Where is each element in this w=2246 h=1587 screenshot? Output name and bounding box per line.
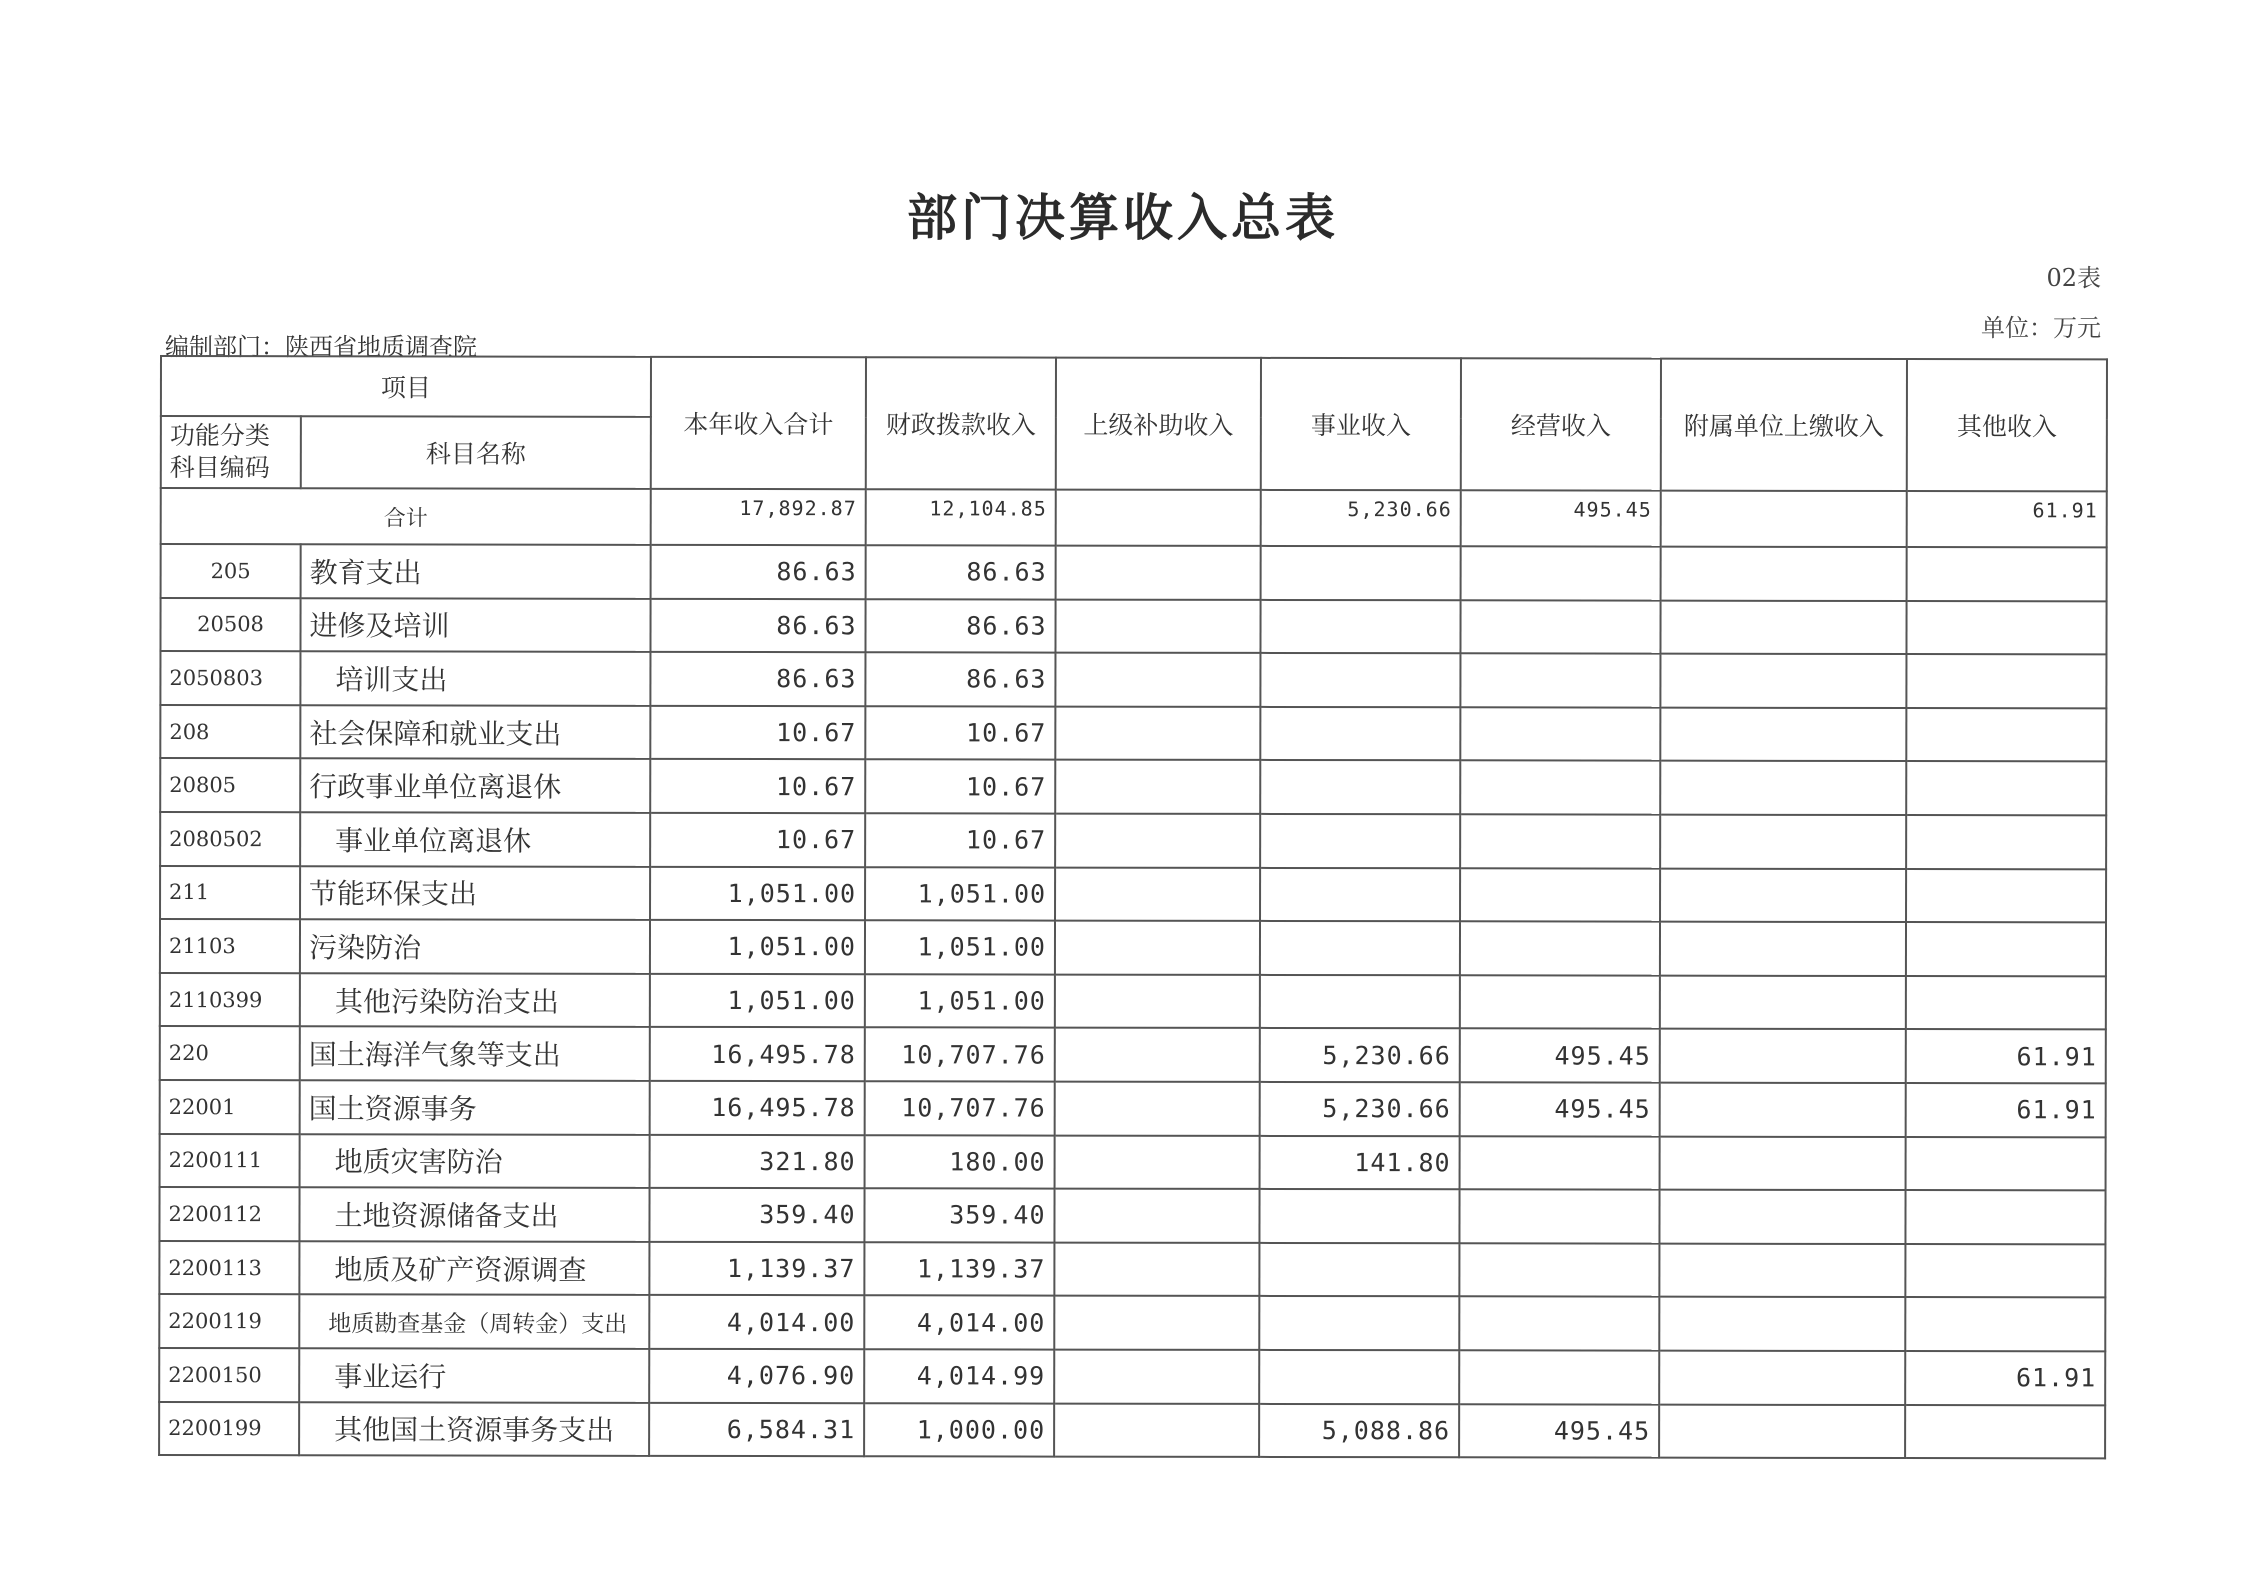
row-value: 10.67 — [650, 759, 865, 813]
row-code: 2200112 — [159, 1187, 299, 1241]
row-value — [1261, 546, 1461, 600]
row-value — [1660, 922, 1906, 976]
row-value — [1460, 600, 1660, 654]
row-name: 事业单位离退休 — [300, 812, 650, 866]
header-col-affiliated: 附属单位上缴收入 — [1661, 359, 1907, 491]
row-value — [1905, 1405, 2105, 1459]
row-code: 220 — [160, 1026, 300, 1080]
row-value: 495.45 — [1460, 1082, 1660, 1136]
row-value — [1055, 1135, 1260, 1189]
table-row — [159, 1402, 2105, 1459]
row-value — [1259, 1189, 1459, 1243]
row-value — [1054, 1296, 1259, 1350]
row-value — [1907, 547, 2107, 601]
table-row — [160, 973, 2106, 1030]
row-value — [1459, 1297, 1659, 1351]
row-value — [1055, 867, 1260, 921]
header-col-total: 本年收入合计 — [651, 357, 866, 489]
total-cell: 17,892.87 — [651, 489, 866, 545]
row-name: 污染防治 — [300, 919, 650, 973]
row-value: 86.63 — [865, 652, 1055, 706]
row-code: 22001 — [160, 1080, 300, 1134]
row-value — [1459, 1189, 1659, 1243]
row-value: 5,230.66 — [1260, 1082, 1460, 1136]
total-row — [161, 488, 2107, 547]
row-value — [1660, 868, 1906, 922]
row-name: 教育支出 — [301, 544, 651, 598]
row-value: 10.67 — [650, 813, 865, 867]
row-value — [1259, 1296, 1459, 1350]
row-value: 86.63 — [650, 652, 865, 706]
row-value — [1260, 760, 1460, 814]
department-label: 编制部门：陕西省地质调查院 — [165, 333, 477, 361]
row-value: 4,014.99 — [864, 1349, 1054, 1403]
row-value: 10,707.76 — [865, 1081, 1055, 1135]
row-value — [1260, 921, 1460, 975]
row-code: 2200199 — [159, 1402, 299, 1456]
row-value: 180.00 — [865, 1135, 1055, 1189]
row-value: 1,051.00 — [650, 866, 865, 920]
row-value — [1660, 654, 1906, 708]
row-value — [1660, 1136, 1906, 1190]
row-value — [1259, 1243, 1459, 1297]
row-value — [1906, 601, 2106, 655]
row-value — [1661, 547, 1907, 601]
row-value — [1659, 1297, 1905, 1351]
table-row — [159, 1294, 2105, 1351]
row-value — [1906, 654, 2106, 708]
row-value — [1660, 1029, 1906, 1083]
header-item: 项目 — [161, 356, 651, 417]
row-name: 国土海洋气象等支出 — [300, 1027, 650, 1081]
row-value — [1906, 922, 2106, 976]
row-value: 495.45 — [1460, 1029, 1660, 1083]
row-value: 10.67 — [865, 706, 1055, 760]
row-value — [1460, 975, 1660, 1029]
row-value: 495.45 — [1459, 1404, 1659, 1458]
row-value — [1660, 975, 1906, 1029]
row-value — [1054, 1349, 1259, 1403]
row-value — [1459, 1243, 1659, 1297]
row-value: 359.40 — [864, 1188, 1054, 1242]
row-value: 5,230.66 — [1260, 1028, 1460, 1082]
row-code: 211 — [160, 866, 300, 920]
row-value — [1055, 974, 1260, 1028]
row-value — [1660, 707, 1906, 761]
row-value: 10,707.76 — [865, 1028, 1055, 1082]
total-cell: 61.91 — [1907, 491, 2107, 547]
row-value: 1,051.00 — [865, 974, 1055, 1028]
row-code: 208 — [160, 705, 300, 759]
header-col-superior-subsidy: 上级补助收入 — [1056, 358, 1261, 490]
row-value — [1659, 1243, 1905, 1297]
row-value — [1906, 815, 2106, 869]
row-value — [1054, 1242, 1259, 1296]
income-summary-table — [158, 355, 2108, 1459]
table-row — [160, 1080, 2106, 1137]
row-value — [1260, 814, 1460, 868]
row-value — [1260, 975, 1460, 1029]
row-value — [1660, 1083, 1906, 1137]
row-value — [1660, 600, 1906, 654]
table-row — [160, 812, 2106, 869]
row-value — [1055, 814, 1260, 868]
row-value: 4,076.90 — [649, 1349, 864, 1403]
row-code: 2200119 — [159, 1294, 299, 1348]
row-value — [1460, 707, 1660, 761]
report-title: 部门决算收入总表 — [907, 188, 1339, 247]
header-col-operating: 经营收入 — [1461, 358, 1661, 490]
row-value: 86.63 — [650, 598, 865, 652]
row-value — [1055, 760, 1260, 814]
row-value — [1659, 1404, 1905, 1458]
table-row — [160, 1134, 2106, 1191]
row-name: 行政事业单位离退休 — [300, 759, 650, 813]
row-code: 2200111 — [160, 1134, 300, 1188]
row-value: 10.67 — [650, 706, 865, 760]
row-value — [1260, 707, 1460, 761]
row-value — [1660, 761, 1906, 815]
row-name: 土地资源储备支出 — [299, 1187, 649, 1241]
row-value: 4,014.00 — [649, 1295, 864, 1349]
row-value: 1,051.00 — [865, 920, 1055, 974]
row-value: 1,139.37 — [649, 1242, 864, 1296]
row-name: 国土资源事务 — [300, 1080, 650, 1134]
row-name: 节能环保支出 — [300, 866, 650, 920]
row-value: 61.91 — [1906, 1029, 2106, 1083]
row-value: 1,000.00 — [864, 1403, 1054, 1457]
row-value: 61.91 — [1905, 1351, 2105, 1405]
row-code: 2050803 — [160, 651, 300, 705]
row-value — [1056, 546, 1261, 600]
row-value — [1906, 708, 2106, 762]
row-value — [1906, 761, 2106, 815]
row-code: 205 — [161, 544, 301, 598]
row-value — [1260, 653, 1460, 707]
table-row — [160, 866, 2106, 923]
row-value — [1055, 653, 1260, 707]
header-col-business: 事业收入 — [1261, 358, 1461, 490]
row-value — [1055, 921, 1260, 975]
table-row — [160, 705, 2106, 762]
row-value — [1054, 1403, 1259, 1457]
row-value: 10.67 — [865, 813, 1055, 867]
table-row — [160, 651, 2106, 708]
row-value — [1905, 1244, 2105, 1298]
row-value: 321.80 — [650, 1134, 865, 1188]
row-name: 地质勘查基金（周转金）支出 — [299, 1295, 649, 1349]
total-cell: 5,230.66 — [1261, 490, 1461, 546]
row-value: 16,495.78 — [650, 1081, 865, 1135]
table-row — [159, 1348, 2105, 1405]
form-number: 02表 — [2046, 264, 2101, 292]
row-value — [1260, 600, 1460, 654]
table-row — [160, 1026, 2106, 1083]
row-value: 86.63 — [651, 545, 866, 599]
row-name: 培训支出 — [300, 651, 650, 705]
row-value — [1055, 1082, 1260, 1136]
row-code: 20805 — [160, 758, 300, 812]
row-value — [1054, 1189, 1259, 1243]
row-value: 61.91 — [1906, 1083, 2106, 1137]
row-value — [1460, 1136, 1660, 1190]
total-cell — [1056, 490, 1261, 546]
row-value — [1906, 976, 2106, 1030]
row-code: 20508 — [160, 598, 300, 652]
row-name: 其他污染防治支出 — [300, 973, 650, 1027]
row-value — [1460, 868, 1660, 922]
header-col-fiscal: 财政拨款收入 — [866, 357, 1056, 489]
row-value: 16,495.78 — [650, 1027, 865, 1081]
row-value: 10.67 — [865, 760, 1055, 814]
row-code: 2110399 — [160, 973, 300, 1027]
row-value — [1460, 814, 1660, 868]
table-row — [161, 544, 2107, 601]
row-value — [1055, 599, 1260, 653]
row-value: 1,139.37 — [864, 1242, 1054, 1296]
row-value — [1459, 1350, 1659, 1404]
row-name: 地质及矿产资源调查 — [299, 1241, 649, 1295]
row-value — [1660, 815, 1906, 869]
row-name: 地质灾害防治 — [300, 1134, 650, 1188]
row-value — [1055, 706, 1260, 760]
row-code: 2200113 — [159, 1241, 299, 1295]
row-value — [1460, 921, 1660, 975]
row-name: 其他国土资源事务支出 — [299, 1402, 649, 1456]
row-value: 141.80 — [1260, 1135, 1460, 1189]
table-row — [160, 598, 2106, 655]
row-value: 1,051.00 — [650, 974, 865, 1028]
row-code: 2200150 — [159, 1348, 299, 1402]
row-value: 359.40 — [649, 1188, 864, 1242]
row-value — [1905, 1190, 2105, 1244]
row-value — [1659, 1190, 1905, 1244]
header-name: 科目名称 — [301, 416, 651, 489]
row-value: 86.63 — [865, 599, 1055, 653]
row-value — [1905, 1297, 2105, 1351]
table-row — [160, 919, 2106, 976]
row-code: 21103 — [160, 919, 300, 973]
row-value — [1461, 546, 1661, 600]
row-value — [1460, 653, 1660, 707]
row-value — [1259, 1350, 1459, 1404]
row-name: 进修及培训 — [300, 598, 650, 652]
table-row — [159, 1187, 2105, 1244]
row-value — [1260, 867, 1460, 921]
header-col-other: 其他收入 — [1907, 359, 2107, 491]
row-value: 1,051.00 — [650, 920, 865, 974]
total-cell: 495.45 — [1461, 490, 1661, 546]
row-value: 5,088.86 — [1259, 1403, 1459, 1457]
table-row — [159, 1241, 2105, 1298]
header-code: 功能分类 科目编码 — [161, 416, 301, 488]
row-name: 事业运行 — [299, 1348, 649, 1402]
total-cell: 12,104.85 — [866, 489, 1056, 545]
table-row — [160, 758, 2106, 815]
row-value: 4,014.00 — [864, 1296, 1054, 1350]
row-value — [1906, 869, 2106, 923]
row-value — [1659, 1351, 1905, 1405]
row-code: 2080502 — [160, 812, 300, 866]
row-value: 86.63 — [866, 545, 1056, 599]
row-name: 社会保障和就业支出 — [300, 705, 650, 759]
row-value: 1,051.00 — [865, 867, 1055, 921]
total-label: 合计 — [161, 488, 651, 545]
unit-label: 单位：万元 — [1981, 314, 2101, 342]
total-cell — [1661, 491, 1907, 547]
row-value — [1055, 1028, 1260, 1082]
row-value — [1906, 1137, 2106, 1191]
row-value: 6,584.31 — [649, 1402, 864, 1456]
row-value — [1460, 761, 1660, 815]
